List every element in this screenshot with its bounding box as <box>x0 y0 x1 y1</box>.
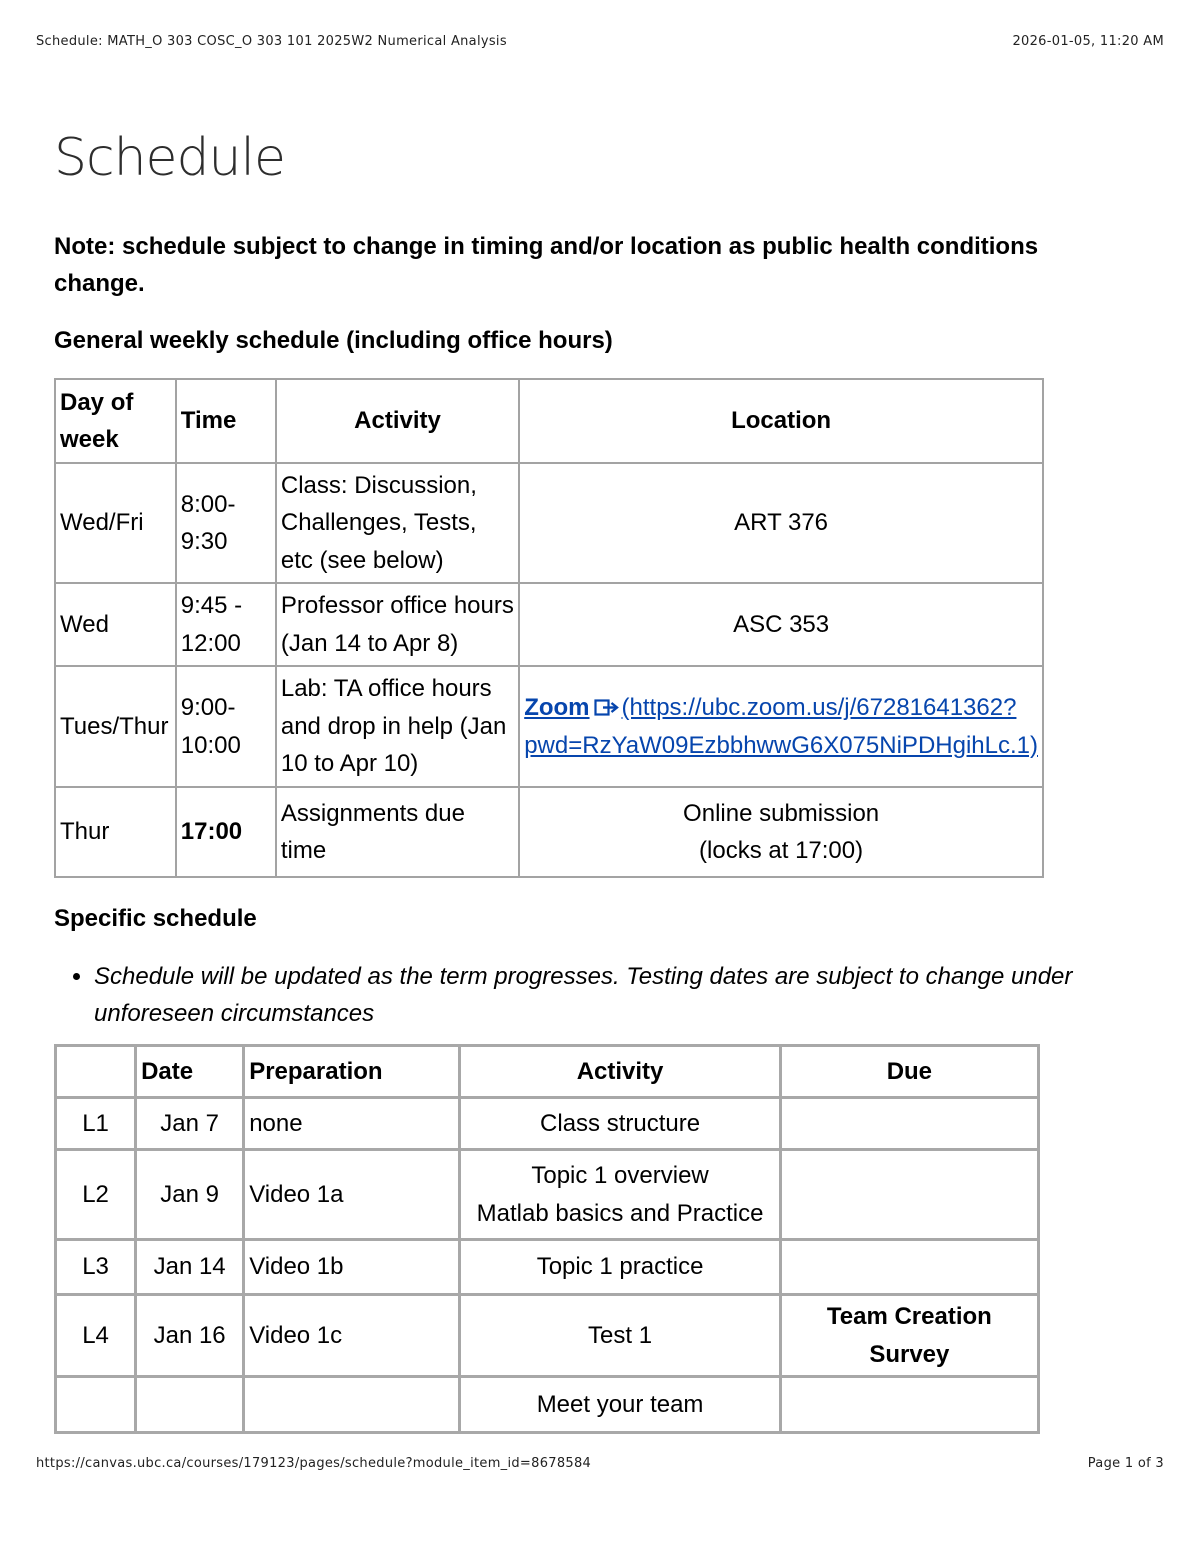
specific-header-date: Date <box>136 1046 244 1098</box>
lecture-due <box>780 1098 1038 1150</box>
lecture-number <box>56 1377 136 1433</box>
weekly-header-row <box>55 379 1043 463</box>
lecture-number: L2 <box>56 1150 136 1240</box>
lecture-due <box>780 1240 1038 1295</box>
weekly-location-zoom <box>519 666 1043 787</box>
weekly-day: Wed <box>55 583 176 666</box>
schedule-notes-list <box>54 958 1154 1032</box>
weekly-day: Wed/Fri <box>55 463 176 583</box>
weekly-header-activity: Activity <box>276 379 519 463</box>
schedule-note: Note: schedule subject to change in timing and/or location as public health conditions change. <box>54 233 1039 297</box>
lecture-date: Jan 9 <box>136 1150 244 1240</box>
lecture-due <box>780 1150 1038 1240</box>
weekly-location: ART 376 <box>519 463 1043 583</box>
lecture-date: Jan 7 <box>136 1098 244 1150</box>
lecture-date <box>136 1377 244 1433</box>
weekly-header-day: Day of week <box>55 379 176 463</box>
weekly-time: 8:00-9:30 <box>176 463 276 583</box>
lecture-activity: Class structure <box>460 1098 780 1150</box>
print-header-title: Schedule: MATH_O 303 COSC_O 303 101 2025W2 Numerical Analysis <box>36 34 507 49</box>
weekly-time: 17:00 <box>176 787 276 877</box>
lecture-preparation <box>244 1377 460 1433</box>
table-row <box>56 1098 1039 1150</box>
lecture-preparation: Video 1b <box>244 1240 460 1295</box>
weekly-activity: Professor office hours (Jan 14 to Apr 8) <box>276 583 519 666</box>
table-row <box>55 463 1043 583</box>
table-row <box>56 1150 1039 1240</box>
lecture-activity: Topic 1 practice <box>460 1240 780 1295</box>
table-row <box>55 583 1043 666</box>
specific-header-activity: Activity <box>460 1046 780 1098</box>
lecture-activity <box>460 1150 780 1240</box>
page-content <box>54 120 1154 1436</box>
weekly-header-time: Time <box>176 379 276 463</box>
weekly-activity: Class: Discussion, Challenges, Tests, etc (see below) <box>276 463 519 583</box>
table-row <box>55 666 1043 787</box>
print-footer <box>36 1456 1164 1471</box>
table-row <box>55 787 1043 877</box>
specific-header-row <box>56 1046 1039 1098</box>
weekly-time: 9:00-10:00 <box>176 666 276 787</box>
zoom-link-label: Zoom <box>524 694 590 721</box>
weekly-day: Thur <box>55 787 176 877</box>
list-item: • Schedule will be updated as the term progresses. Testing dates are subject to change under unforeseen circumstances <box>94 958 1134 1032</box>
weekly-schedule-table <box>54 378 1044 878</box>
specific-table-clip <box>54 1044 1154 1436</box>
lecture-date: Jan 16 <box>136 1295 244 1377</box>
table-row <box>56 1295 1039 1377</box>
lecture-activity-line1: Topic 1 overview <box>531 1162 709 1189</box>
lecture-preparation: Video 1c <box>244 1295 460 1377</box>
specific-header-due: Due <box>780 1046 1038 1098</box>
zoom-link-url-part2: pwd=RzYaW09EzbbhwwG6X075NiPDHgihLc.1) <box>524 731 1038 759</box>
specific-header-lecture <box>56 1046 136 1098</box>
lecture-activity: Meet your team <box>460 1377 780 1433</box>
print-header-timestamp: 2026-01-05, 11:20 AM <box>1012 34 1164 49</box>
lecture-activity-line2: Matlab basics and Practice <box>476 1199 764 1227</box>
lecture-preparation: none <box>244 1098 460 1150</box>
table-row <box>56 1377 1039 1433</box>
specific-schedule-table <box>54 1044 1040 1434</box>
lecture-activity: Test 1 <box>460 1295 780 1377</box>
lecture-due: Team Creation Survey <box>780 1295 1038 1377</box>
print-header <box>36 34 1164 49</box>
lecture-number: L4 <box>56 1295 136 1377</box>
weekly-location-line1: Online submission <box>683 799 880 827</box>
print-footer-page-number: Page 1 of 3 <box>1087 1456 1164 1471</box>
weekly-location-line2: (locks at 17:00) <box>699 837 864 864</box>
lecture-number: L1 <box>56 1098 136 1150</box>
weekly-location <box>519 787 1043 877</box>
lecture-number: L3 <box>56 1240 136 1295</box>
general-schedule-heading: General weekly schedule (including office hours) <box>54 327 613 354</box>
weekly-time: 9:45 - 12:00 <box>176 583 276 666</box>
lecture-due <box>780 1377 1038 1433</box>
table-row <box>56 1240 1039 1295</box>
specific-header-preparation: Preparation <box>244 1046 460 1098</box>
weekly-activity: Assignments due time <box>276 787 519 877</box>
lecture-date: Jan 14 <box>136 1240 244 1295</box>
print-footer-url: https://canvas.ubc.ca/courses/179123/pages/schedule?module_item_id=8678584 <box>36 1456 592 1471</box>
zoom-link-url-part1: (https://ubc.zoom.us/j/67281641362? <box>621 694 1017 721</box>
specific-schedule-heading: Specific schedule <box>54 905 257 932</box>
weekly-activity: Lab: TA office hours and drop in help (Jan 10 to Apr 10) <box>276 666 519 787</box>
weekly-header-location: Location <box>519 379 1043 463</box>
lecture-preparation: Video 1a <box>244 1150 460 1240</box>
weekly-location: ASC 353 <box>519 583 1043 666</box>
zoom-link[interactable] <box>524 694 1038 764</box>
external-link-icon <box>594 697 620 717</box>
weekly-day: Tues/Thur <box>55 666 176 787</box>
page-title: Schedule <box>54 128 285 188</box>
